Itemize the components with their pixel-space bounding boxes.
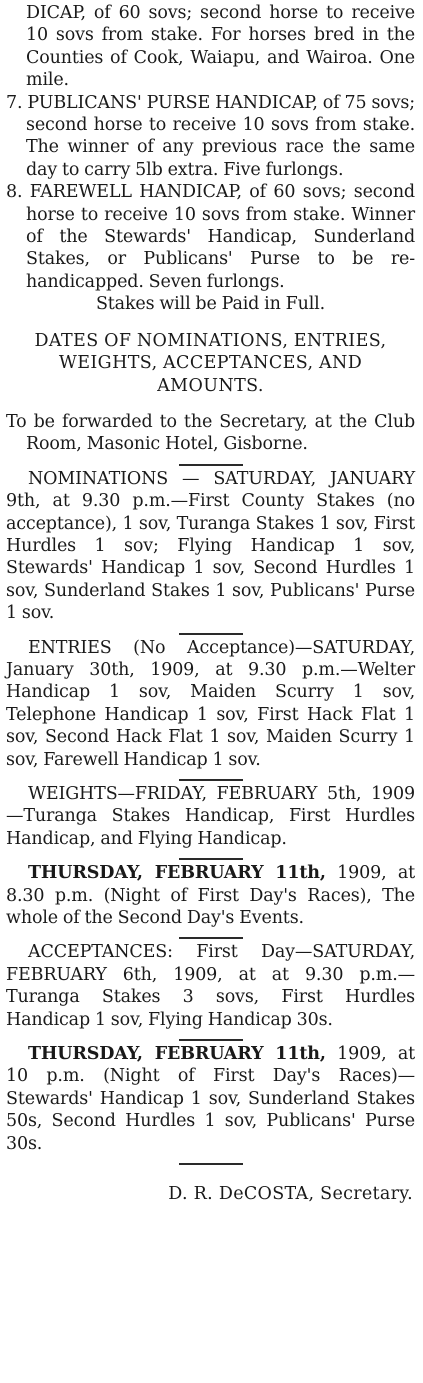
forward-note: To be forwarded to the Secretary, at the Club Room, Masonic Hotel, Gisborne.: [6, 411, 415, 455]
section-rule: [179, 937, 243, 939]
thursday-second-heading: THURSDAY, FEBRUARY 11th,: [28, 1044, 326, 1065]
section-rule: [179, 1039, 243, 1041]
thursday-first-paragraph: [6, 862, 415, 929]
section-rule: [179, 779, 243, 781]
spacer: [6, 316, 415, 330]
entries-paragraph: ENTRIES (No Acceptance)—SATURDAY, January 30th, 1909, at 9.30 p.m.—Welter Handicap 1 sov, Maiden Scurry 1 sov, Telephone Handicap 1 sov, First Hack Flat 1 sov, Second Hack Flat 1 sov, Maiden Scurry 1 sov, Farewell Handicap 1 sov.: [6, 637, 415, 770]
thursday-second-paragraph: [6, 1043, 415, 1155]
spacer: [6, 397, 415, 411]
section-rule: [179, 633, 243, 635]
secretary-signature: D. R. DeCOSTA, Secretary.: [168, 1183, 413, 1204]
weights-paragraph: WEIGHTS—FRIDAY, FEBRUARY 5th, 1909—Turanga Stakes Handicap, First Hurdles Handicap, and Flying Handicap.: [6, 784, 415, 849]
dates-heading: DATES OF NOMINATIONS, ENTRIES, WEIGHTS, ACCEPTANCES, AND AMOUNTS.: [34, 330, 387, 396]
thursday-second-text: 1909, at 10 p.m. (Night of First Day's Races)—Stewards' Handicap 1 sov, Sunderland Stakes 50s, Second Hurdles 1 sov, Publicans' Purse 30s.: [6, 1044, 415, 1154]
item-8-farewell-handicap: 8. FAREWELL HANDICAP, of 60 sovs; second horse to receive 10 sovs from stake. Winner of the Stewards' Handicap, Sunderland Stakes, or Publicans' Purse to be re-handicapped. Seven furlongs.: [6, 182, 415, 292]
item-6-continuation: DICAP, of 60 sovs; second horse to receive 10 sovs from stake. For horses bred in the Counties of Cook, Waiapu, and Wairoa. One mile.: [26, 3, 415, 91]
section-rule: [179, 858, 243, 860]
stakes-note: Stakes will be Paid in Full.: [95, 294, 326, 315]
item-7-publicans-purse: 7. PUBLICANS' PURSE HANDICAP, of 75 sovs; second horse to receive 10 sovs from stake. The winner of any previous race the same day to carry 5lb extra. Five furlongs.: [6, 92, 415, 180]
section-rule: [179, 1163, 243, 1165]
thursday-first-text: 1909, at 8.30 p.m. (Night of First Day's Races), The whole of the Second Day's Events.: [6, 863, 415, 929]
thursday-first-heading: THURSDAY, FEBRUARY 11th,: [28, 863, 326, 884]
nominations-paragraph: NOMINATIONS — SATURDAY, JANUARY 9th, at 9.30 p.m.—First County Stakes (no acceptance), 1 sov, Turanga Stakes 1 sov, First Hurdles 1 sov; Flying Handicap 1 sov, Stewards' Handicap 1 sov, Second Hurdles 1 sov, Sunderland Stakes 1 sov, Publicans' Purse 1 sov.: [6, 468, 415, 624]
section-rule: [179, 464, 243, 466]
acceptances-paragraph: ACCEPTANCES: First Day—SATURDAY, FEBRUARY 6th, 1909, at at 9.30 p.m.—Turanga Stakes 3 sovs, First Hurdles Handicap 1 sov, Flying Handicap 30s.: [6, 942, 415, 1030]
